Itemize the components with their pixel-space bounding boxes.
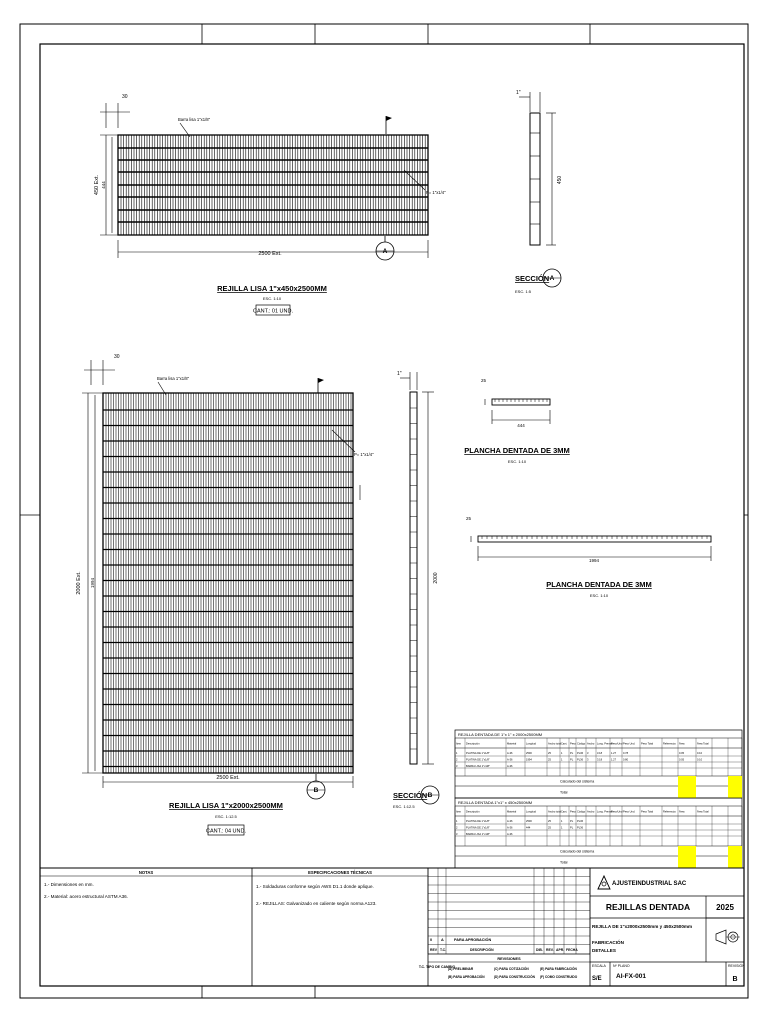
table-cell: 0.05 [679,752,685,755]
table-cell: A-36 [507,758,513,762]
table-cell: PLATINA DE 1"x1/8" [466,752,490,755]
table-cell: 1994 [526,758,532,762]
table-header-cell: Área Total [697,742,709,746]
scale-value: S/E [592,976,602,982]
rev-col-header: REV. [546,948,554,952]
table-header-cell: Cant. [561,742,568,746]
table-header-cell: Área [679,742,685,746]
table-cell: 3 [587,758,589,762]
project-title: REJILLAS DENTADA [605,902,691,912]
grating-large [82,360,360,799]
table-header-cell: Peso Und. [623,742,636,746]
table-cell: 3 [456,833,458,836]
table-header-cell: Longitud [526,810,536,814]
legend-item: (B) PARA APROBACIÓN [448,975,485,979]
dim-inner-1: 444 [101,181,106,189]
table-cell: A-36 [507,752,513,755]
table-cell: 2500 [526,820,532,823]
table-cell: 0.78 [623,752,629,755]
table-cell: A-36 [507,765,513,768]
table-header-cell: Ancho [587,742,595,746]
table-cell: BARRA LISA 1"x1/8" [466,833,490,836]
note-2: 2.- Material: acero estructural ASTM A36. [44,894,128,899]
table-header-cell: Peso/Und [611,742,623,746]
table-cell: 2 [456,758,458,762]
table-header-cell: Item [456,742,462,746]
table-cell: 1 [561,820,563,823]
table2-rows [456,819,584,836]
table-header-cell: Peso [570,810,576,814]
plancha-small-dim: 444 [517,423,525,428]
table-header-cell: Item [456,810,462,814]
revision-header-row [430,947,578,952]
scale-grating-large: ESC. 1:12.5 [215,814,237,819]
section-b-dim: 2000 [433,572,439,584]
specs-header: ESPECIFICACIONES TÉCNICAS [308,870,372,875]
scale-grating-small: ESC. 1:10 [262,296,282,301]
plan-number: AI-FX-001 [616,973,646,980]
legend-item: (E) PARA FABRICACIÓN [540,967,577,971]
table-cell: A-36 [507,826,513,830]
rev-col-header: DIB. [536,948,543,952]
plancha-small-title: PLANCHA DENTADA DE 3MM [464,446,570,455]
table-cell: 1.27 [611,758,617,762]
section-a-scale: ESC. 1:5 [515,289,532,294]
materials-table-1 [455,730,742,798]
table-cell: PLATINA DE 1"x1/8" [466,820,490,823]
section-b-tag: B [427,792,433,799]
title-grating-small: REJILLA LISA 1"x450x2500MM [217,284,327,293]
revisions-label: REVISIONES [497,957,521,961]
table-cell: 1 [561,758,563,762]
table-cell: 3 [587,752,589,755]
drawing-line2: FABRICACIÓN [592,940,624,945]
plancha-large-dim: 1994 [588,558,600,563]
table-header-cell: Peso Total [641,742,654,746]
table-header-cell: Área [679,810,685,814]
table2-total: Total [560,860,568,865]
table-header-cell: Peso [570,742,576,746]
plancha-small-scale: ESC. 1:10 [507,459,527,464]
table-cell: 3.18 [597,752,603,755]
table-header-cell: Long. Prensa [597,742,613,746]
table-cell: 25 [548,758,551,762]
legend-item: (C) PARA COTIZACIÓN [494,967,529,971]
table-cell: 25 [548,826,551,830]
table-header-cell: Código [577,742,586,746]
rev-row-tc: A [441,938,444,942]
table-header-cell: Long. Prensa [597,810,613,814]
table-header-cell: Material [507,810,517,814]
project-year: 2025 [716,903,734,912]
qty-grating-small: CANT.: 01 UND. [252,308,294,315]
table-cell: PL36 [577,826,584,830]
table-cell: A-36 [507,820,513,823]
table-cell: 0.10 [697,758,703,762]
drawing-line3: DETALLES [592,948,616,953]
plancha-large-scale: ESC. 1:10 [589,593,609,598]
section-tag-b: B [313,787,319,794]
table-header-cell: Área Total [697,810,709,814]
outer-frame [20,24,748,998]
table-cell: 0.80 [623,758,629,762]
section-a-dim: 450 [557,175,563,185]
table1-header [456,742,709,746]
bar-label-2: Barra lisa 1"x1/8" [157,376,190,381]
table1-total: Total [560,790,568,795]
table-cell: PLATINA DE 1"x1/8" [466,758,490,762]
table2-subtotal: Calculado del sistema [560,849,595,854]
dim-inner-2: 1994 [90,577,95,589]
grating-small [100,103,428,260]
notes-header: NOTAS [138,870,154,875]
rev-row-desc: PARA APROBACIÓN [454,938,492,942]
table-header-cell: Material [507,742,517,746]
table-header-cell: Cant. [561,810,568,814]
table-cell: 1 [561,752,563,755]
bar-label-1: Barra lisa 1"x1/8" [178,117,211,122]
table-cell: PL36 [577,758,584,762]
company-name: AJUSTEINDUSTRIAL SAC [612,881,687,887]
table-header-cell: Referencia [663,742,676,746]
table-cell: 25 [548,820,551,823]
table-header-cell: Peso Total [641,810,654,814]
table-header-cell: Ancho [587,810,595,814]
rev-row-num: 0 [430,938,433,942]
qty-grating-large: CANT.: 04 UND. [205,828,247,835]
table-cell: 2500 [526,752,532,755]
table2-header [456,810,709,814]
section-b-view [400,372,439,804]
table-cell: 444 [526,826,531,830]
dim-length-1: 2500 Ext. [258,251,282,257]
table-cell: PL [570,826,574,830]
table-header-cell: Longitud [526,742,536,746]
legend-item: (F) COMO CONSTRUIDO [540,975,578,979]
table-cell: 2 [456,826,458,830]
table-cell: PL [570,752,574,755]
dim-length-2: 2500 Ext. [216,775,240,781]
title-grating-large: REJILLA LISA 1"x2000x2500MM [169,801,283,810]
table-header-cell: Referencia [663,810,676,814]
plancha-large-title: PLANCHA DENTADA DE 3MM [546,580,652,589]
table-cell: PL [570,758,574,762]
table-cell: 3 [456,765,458,768]
status-legend [448,966,578,979]
section-a-tag: A [549,275,555,282]
table-header-cell: Descripción [466,810,480,814]
table1-title: REJILLA DENTADA DE 1"x 1" x 2000x2500MM [458,732,543,737]
table-header-cell: Ancho total [548,742,561,746]
table-cell: PL [570,820,574,823]
spec-1: 1.- Soldaduras conforme según AWS D1.1 donde aplique. [256,884,374,889]
dim-top-1: 30 [122,94,128,100]
table2-title: REJILLA DENTADA 1"x1" x 450x2500MM [458,800,533,805]
section-a-view [519,92,561,287]
table1-subtotal: Calculado del sistema [560,779,595,784]
table-cell: 1 [456,820,458,823]
dim-top-2: 30 [114,354,120,360]
materials-table-2 [455,798,742,868]
zone-ticks [20,24,748,998]
legend-item: (D) PARA CONSTRUCCIÓN [494,975,535,979]
rev-col-header: T.C. [440,948,447,952]
drawing-description: REJILLA DE 1"x2000x2500mm y 450x2500mm [592,924,693,929]
plan-label: Nº PLANO [613,964,630,968]
table-cell: BARRA LISA 1"x1/8" [466,765,490,768]
table-cell: PL36 [577,752,584,755]
rev-col-header: APR. [556,948,565,952]
section-a-dim-top: 1" [516,90,521,96]
table-cell: 0.05 [679,758,685,762]
table-header-cell: Peso Und. [623,810,636,814]
rev-value: B [732,976,738,983]
table-header-cell: Código [577,810,586,814]
section-b-title: SECCIÓN [393,791,428,800]
dim-height-1: 450 Ext. [94,174,100,196]
table-cell: 1 [456,752,458,755]
section-b-dim-top: 1" [397,371,402,377]
rev-col-header: DESCRIPCIÓN [470,948,494,952]
table-header-cell: Ancho total [548,810,561,814]
section-a-title: SECCIÓN [515,274,550,283]
rev-label: REVISIÓN [728,964,745,968]
note-1: 1.- Dimensiones en mm. [44,882,94,887]
table-cell: 1.27 [611,752,617,755]
bar-label-1b: P= 1"x1/4" [426,190,446,195]
plancha-small [485,399,550,424]
table-header-cell: Descripción [466,742,480,746]
rev-col-header: FECHA [566,948,578,952]
table1-rows [456,751,703,768]
plancha-large-dimh: 25 [466,516,472,521]
legend-item: (A) PRELIMINAR [448,967,474,971]
bar-label-2b: P= 1"x1/4" [354,452,374,457]
table-cell: A-36 [507,833,513,836]
table-cell: 25 [548,752,551,755]
tc-label: T.C. TIPO DE CAMBIO [418,965,456,969]
plancha-small-dimh: 25 [481,378,487,383]
section-b-scale: ESC. 1:12.5 [393,804,415,809]
scale-label: ESCALA [592,964,606,968]
table-cell: PL36 [577,820,584,823]
section-tag-a: A [382,248,388,255]
table-cell: 3.18 [597,758,603,762]
table-cell: 1 [561,826,563,830]
table-header-cell: Peso/Und [611,810,623,814]
spec-2: 2.- REJILLAS: Galvanizado en caliente según norma A123. [256,901,377,906]
dim-height-2: 2000 Ext. [76,571,82,595]
table-cell: PLATINA DE 1"x1/8" [466,826,490,830]
table-cell: 0.10 [697,752,703,755]
rev-col-header: REV [430,948,437,952]
